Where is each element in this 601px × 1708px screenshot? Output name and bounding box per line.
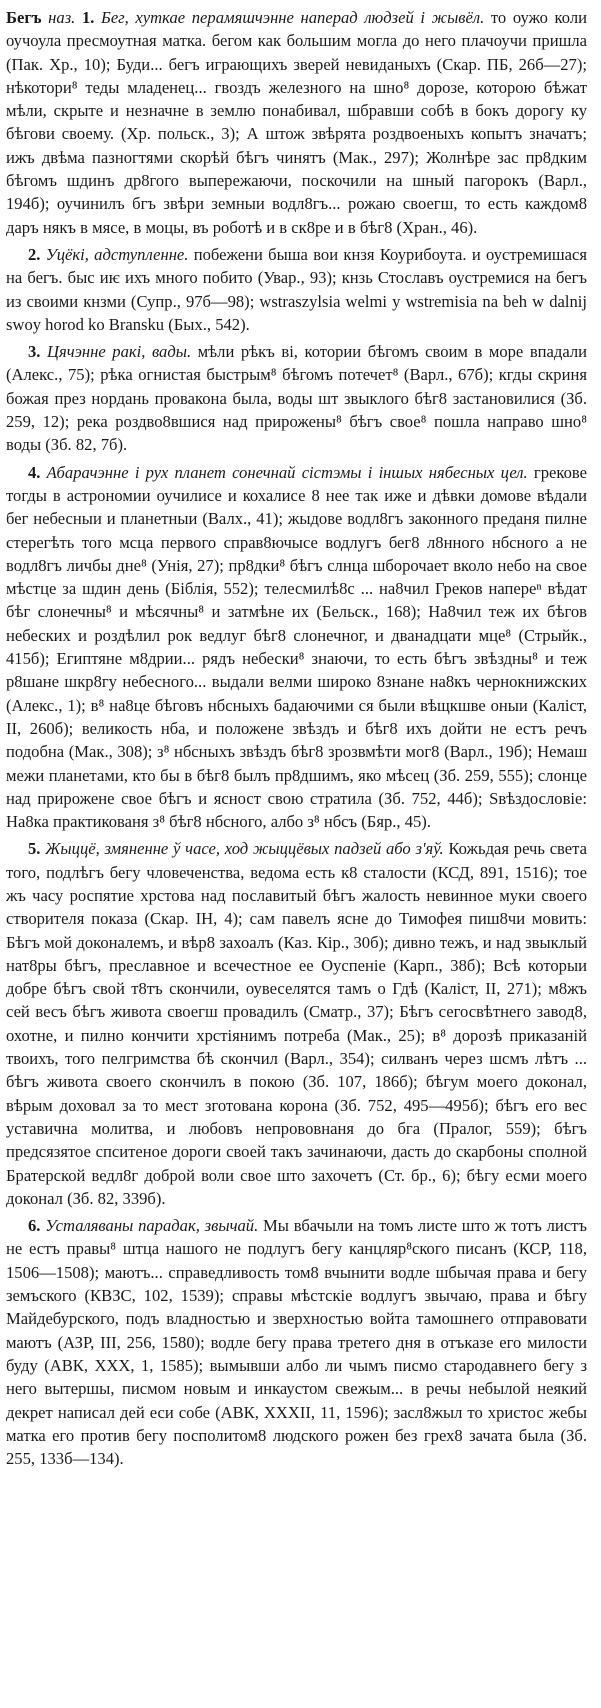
dictionary-entry-sense-1 [6, 6, 587, 239]
sense-citations: Мы вбачыли на томъ листе што ж тотъ листъ не естъ правы⁸ штца нашого не подлугъ бегу канцляр⁸ского писанъ (КСР, 118, 1506—1508); маютъ... справедливость том8 вчынити водле шбычая права и бегу земъского (КВЗС, 102, 1539); справы мѣстскіе водлугъ звычаю, права и бѣгу Майдебурского, подъ владностью и зверхностью войта тамошнего отправовати маютъ (АЗР, III, 256, 1580); водле бегу права третего дня в отъказе его милости буду (АВК, XXX, 1, 1585); вымывши албо ли чымъ писмо стародавнего бегу з него вытершы, писмом новым и инкаустом свежым... в речы небылой неякий декрет написал дей еси собе (АВК, XXXII, 11, 1596); засл8жыл то христос жебы матка его против бегу посполитом8 людского рожен без грех8 зачата была (Зб. 255, 133б—134). [6, 1216, 587, 1469]
dictionary-entry-sense-4 [6, 461, 587, 834]
sense-citations: мѣли рѣкъ вi, котории бѣгомъ своим в море впадали (Алекс., 75); рѣка огнистая быстрым⁸ бѣгомъ потечет⁸ (Варл., 67б); кгды скриня божая през нордань провакона была, воды шт звыклого бѣг8 застановилися (Зб. 259, 12); река роздво8вшися над прирожены⁸ бѣгъ свое⁸ пошла направо шно⁸ воды (Зб. 82, 7б). [6, 342, 588, 455]
sense-citations: побежени быша вои кнзя Коурибоута. и оустремишася на бегъ. быс иѥ ихъ много побито (Увар., 93); кнзь Стославъ оустремися на бегъ из своими кнзми (Супр., 97б—98); wstraszylsia welmi y wstremisia na beh w dalnij swoy horod ko Bransku (Бых., 542). [6, 244, 587, 334]
sense-number: 1. [81, 8, 95, 27]
sense-number: 6. [28, 1216, 41, 1236]
sense-citations: грекове тогды в астрономии оучилисе и кохалисе 8 нее так иже и дѣвки домове вѣдали бег небесныи и планетныи (Валх., 41); жыдове водл8гъ законного преданя пилне стерегѣть того мсца первого справ8ючысе водлугъ бег8 л8нного нбсного а не водл8гъ личбы дне⁸ (Унія, 27); пр8дки⁸ бѣгъ слнца шборочает вколо небо на свое мѣстце за шдин день (Біблія, 552); телесмилѣ8с ... на8чил Греков напереⁿ вѣдат бѣг слонечны⁸ и мѣсячны⁸ и затмѣне их (Бельск., 168); На8чил теж их бѣгов небеских и роздѣлил рок ведлуг бѣг8 слонечног, и дванадцати мце⁸ (Стрыйк., 415б); Египтяне м8дрии... рядъ небески⁸ знаючи, то есть бѣгъ звѣздны⁸ и теж р8шане шкр8гу небесного... выдали велми широко 8знане на8къ чернокнижских (Алекс., 1); в⁸ на8це бѣговъ нбсныхъ бадаючими ся были вѣщкшве оныи (Каліст, II, 260б); великость нба, и положене звѣздъ и бѣг8 ихъ дойти не естъ речъ подобна (Мак., 308); з⁸ нбсныхъ звѣздъ бѣг8 зрозвмѣти мог8 (Варл., 19б); Немаш межи планетами, кто бы в бѣг8 былъ пр8дшимъ, яко мѣсец (Зб. 259, 555); слонце над прирожене свое бѣгъ и ясност свою стратила (Зб. 752, 44б); Ѕвѣздословіе: На8ка практикованя з⁸ бѣг8 нбсного, албо з⁸ нбсъ (Бяр., 45). [6, 462, 587, 832]
sense-citations: Кожьдая речь света того, подлѣгъ бегу чловеченства, ведома есть к8 сталости (КСД, 891, 1516); тое жъ часу роспятие хрстова над пославитый бѣгъ жалость невинное муки своего створителя показа (Скар. ІН, 4); сам павелъ ясне до Тимофея пиш8чи мовить: Бѣгъ мой доконалемъ, и вѣр8 захоалъ (Каз. Кір., 30б); дивно тежъ, и над звыклый нат8ры бѣгъ, преславное и всечестное ее Оуспеніе (Карп., 38б); Всѣ которыи добре бѣгъ свой т8тъ скончили, оувеселятся тамъ о Гдѣ (Каліст, II, 271); м8жъ сей весъ бѣгъ живота своегш провадилъ (Сматр., 37); Бѣгъ сегосвѣтнего завод8, охотне, и пилно кончити хрстiянимъ потреба (Мак., 25); в⁸ дорозѣ приказаній твоихъ, того пелгримства бѣ скончил (Варл., 354); силванъ через шсмъ лѣтъ ... бѣгъ живота своего скончилъ в покою (Зб. 107, 186б); бѣгум моего доконал, вѣрым доховал за то мест зготована корона (Зб. 752, 495—495б); бѣгъ его вес уставична молитва, и любовъ непрововнаня до бга (Пралог, 559); бѣгъ предсязятое спситеное дороги своей такъ зачинаючи, дасть до скарбоны сполной Братерской ведл8г доброй воли свое што захочетъ (Ст. бр., 6); бѣгу есми моего доконал (Зб. 82, 339б). [6, 839, 587, 1208]
sense-gloss: Жыццё, змяненне ў часе, ход жыццёвых падзей або з'яў. [45, 839, 444, 859]
dictionary-entry-sense-2 [6, 243, 587, 336]
sense-number: 4. [28, 462, 41, 482]
headword: Бегъ [6, 8, 42, 27]
sense-gloss: Цячэнне ракі, вады. [47, 342, 192, 362]
dictionary-entry-sense-5 [6, 837, 587, 1210]
sense-citations: то оужо коли оучоула пресмоутная матка. бегом как большим могла до него плачоучи пришла (Пак. Хр., 10); Буди... бегъ играющихъ зверей невиданыхъ (Скар. ПБ, 26б—27); нѣкотори⁸ теды младенец... гвоздъ железного на шно⁸ дорозе, которою бѣжат мѣли, скрыте и незначне в землю понабивал, шбравши собѣ в бокъ дорогу ку бѣгови своему. (Хр. польск., 3); А штож звѣрята роздвоеныхъ копытъ значатъ; ижъ двѣма пазногтями скорѣй бѣгъ чинятъ (Мак., 297); Жолнѣре зас пр8дким бѣгомъ шдинъ др8гого выпережаючи, поскочили на шный пагорокъ (Варл., 194б); оучинилъ бгъ звѣри земныи водл8гъ... рожаю своегш, то есть каждом8 даръ някъ в мясе, в моцы, въ роботѣ и в ск8ре и в бѣг8 (Хран., 46). [6, 8, 588, 237]
dictionary-entry-sense-3 [6, 340, 587, 456]
sense-gloss: Усталяваны парадак, звычай. [45, 1216, 259, 1236]
sense-gloss: Уцёкі, адступленне. [45, 244, 189, 264]
grammar-label: наз. [48, 8, 76, 27]
sense-gloss: Бег, хуткае перамяшчэнне наперад людзей і жывёл. [101, 8, 485, 27]
sense-number: 5. [28, 839, 41, 859]
sense-number: 2. [28, 244, 41, 264]
sense-number: 3. [28, 342, 41, 362]
sense-gloss: Абарачэнне і рух планет сонечнай сістэмы і іншых нябесных цел. [46, 462, 528, 482]
dictionary-entry-sense-6 [6, 1214, 587, 1470]
